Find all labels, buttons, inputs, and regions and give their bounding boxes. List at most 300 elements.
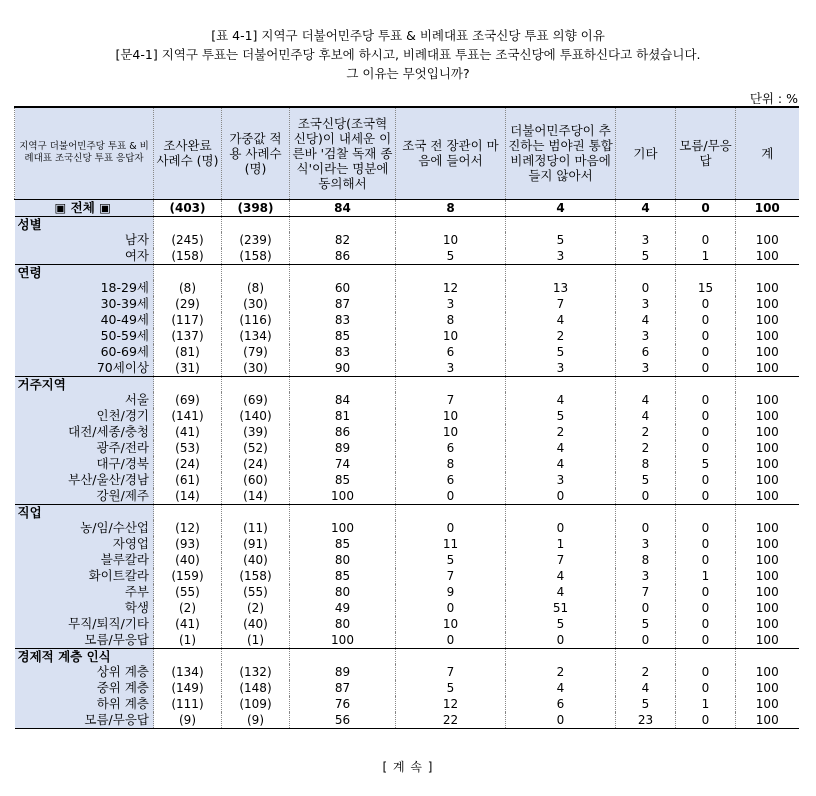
cell-value: 100 bbox=[736, 424, 799, 440]
cell-value: 80 bbox=[290, 616, 396, 632]
table-row bbox=[15, 664, 799, 680]
cell-value: 4 bbox=[506, 584, 616, 600]
empty-cell bbox=[506, 216, 616, 232]
cell-value: 81 bbox=[290, 408, 396, 424]
cell-value: 4 bbox=[616, 680, 676, 696]
row-label: 인천/경기 bbox=[15, 408, 154, 424]
row-label: 모름/무응답 bbox=[15, 712, 154, 729]
cell-value: 0 bbox=[616, 520, 676, 536]
cell-value: 0 bbox=[676, 552, 736, 568]
cell-value: 86 bbox=[290, 248, 396, 265]
table-row bbox=[15, 568, 799, 584]
cell-value: (245) bbox=[154, 232, 222, 248]
row-label: 60-69세 bbox=[15, 344, 154, 360]
header-completed-count: 조사완료 사례수 (명) bbox=[154, 107, 222, 199]
cell-value: 0 bbox=[676, 616, 736, 632]
cell-value: 100 bbox=[736, 360, 799, 377]
cell-value: (39) bbox=[222, 424, 290, 440]
cell-value: 3 bbox=[506, 472, 616, 488]
cell-value: 0 bbox=[676, 536, 736, 552]
group-header-row bbox=[15, 216, 799, 232]
cell-value: 80 bbox=[290, 584, 396, 600]
cell-value: 3 bbox=[616, 232, 676, 248]
cell-value: 8 bbox=[396, 456, 506, 472]
cell-value: 90 bbox=[290, 360, 396, 377]
cell-value: 0 bbox=[676, 328, 736, 344]
header-reason-cho-kuk: 조국 전 장관이 마음에 들어서 bbox=[396, 107, 506, 199]
group-header-row bbox=[15, 504, 799, 520]
table-row bbox=[15, 408, 799, 424]
cell-value: 1 bbox=[676, 568, 736, 584]
cell-value: 6 bbox=[396, 440, 506, 456]
cell-value: 0 bbox=[506, 632, 616, 649]
cell-value: 13 bbox=[506, 280, 616, 296]
cell-value: 0 bbox=[396, 520, 506, 536]
cell-value: (141) bbox=[154, 408, 222, 424]
cell-value: 3 bbox=[616, 568, 676, 584]
empty-cell bbox=[154, 216, 222, 232]
empty-cell bbox=[154, 376, 222, 392]
empty-cell bbox=[676, 376, 736, 392]
cell-value: 100 bbox=[736, 536, 799, 552]
cell-value: 85 bbox=[290, 536, 396, 552]
cell-value: 100 bbox=[736, 568, 799, 584]
cell-value: 76 bbox=[290, 696, 396, 712]
cell-value: (109) bbox=[222, 696, 290, 712]
cell-value: 5 bbox=[616, 696, 676, 712]
cell-value: 100 bbox=[290, 488, 396, 505]
cell-value: 5 bbox=[676, 456, 736, 472]
row-label: 18-29세 bbox=[15, 280, 154, 296]
cell-value: (2) bbox=[222, 600, 290, 616]
empty-cell bbox=[676, 216, 736, 232]
cell-value: (8) bbox=[154, 280, 222, 296]
unit-label: 단위 : % bbox=[749, 91, 798, 106]
table-row bbox=[15, 312, 799, 328]
cell-value: (111) bbox=[154, 696, 222, 712]
cell-value: 87 bbox=[290, 680, 396, 696]
cell-value: (61) bbox=[154, 472, 222, 488]
cell-value: 86 bbox=[290, 424, 396, 440]
cell-value: 100 bbox=[736, 488, 799, 505]
cell-value: 6 bbox=[396, 472, 506, 488]
cell-value: (79) bbox=[222, 344, 290, 360]
cell-value: 100 bbox=[736, 600, 799, 616]
cell-value: (93) bbox=[154, 536, 222, 552]
empty-cell bbox=[616, 504, 676, 520]
cell-value: 3 bbox=[396, 296, 506, 312]
empty-cell bbox=[396, 648, 506, 664]
cell-value: 100 bbox=[736, 199, 799, 216]
empty-cell bbox=[736, 648, 799, 664]
row-label: 중위 계층 bbox=[15, 680, 154, 696]
cell-value: (116) bbox=[222, 312, 290, 328]
cell-value: 4 bbox=[506, 568, 616, 584]
cell-value: 0 bbox=[676, 600, 736, 616]
cell-value: 84 bbox=[290, 392, 396, 408]
cell-value: 5 bbox=[616, 616, 676, 632]
cell-value: 60 bbox=[290, 280, 396, 296]
row-label: ▣ 전체 ▣ bbox=[15, 199, 154, 216]
cell-value: (81) bbox=[154, 344, 222, 360]
cell-value: 7 bbox=[396, 392, 506, 408]
empty-cell bbox=[616, 216, 676, 232]
cell-value: (117) bbox=[154, 312, 222, 328]
row-label: 화이트칼라 bbox=[15, 568, 154, 584]
header-respondent: 지역구 더불어민주당 투표 & 비례대표 조국신당 투표 응답자 bbox=[15, 107, 154, 199]
cell-value: 0 bbox=[676, 408, 736, 424]
cell-value: 0 bbox=[676, 360, 736, 377]
cell-value: 10 bbox=[396, 232, 506, 248]
table-row bbox=[15, 440, 799, 456]
group-label: 거주지역 bbox=[15, 376, 154, 392]
table-row bbox=[15, 680, 799, 696]
empty-cell bbox=[736, 216, 799, 232]
table-row bbox=[15, 712, 799, 729]
table-row bbox=[15, 616, 799, 632]
empty-cell bbox=[222, 504, 290, 520]
cell-value: 5 bbox=[396, 552, 506, 568]
cell-value: (24) bbox=[222, 456, 290, 472]
cell-value: (24) bbox=[154, 456, 222, 472]
cell-value: 100 bbox=[290, 632, 396, 649]
cell-value: 100 bbox=[736, 552, 799, 568]
group-label: 직업 bbox=[15, 504, 154, 520]
cell-value: 2 bbox=[506, 664, 616, 680]
cell-value: 89 bbox=[290, 440, 396, 456]
cell-value: 0 bbox=[616, 632, 676, 649]
cell-value: (1) bbox=[154, 632, 222, 649]
row-label: 강원/제주 bbox=[15, 488, 154, 505]
table-row bbox=[15, 488, 799, 505]
row-label: 블루칼라 bbox=[15, 552, 154, 568]
table-row bbox=[15, 472, 799, 488]
cell-value: 100 bbox=[736, 472, 799, 488]
empty-cell bbox=[506, 264, 616, 280]
cell-value: 2 bbox=[616, 424, 676, 440]
cell-value: 2 bbox=[506, 328, 616, 344]
empty-cell bbox=[736, 264, 799, 280]
cell-value: 10 bbox=[396, 328, 506, 344]
cell-value: 6 bbox=[506, 696, 616, 712]
table-row bbox=[15, 456, 799, 472]
empty-cell bbox=[222, 648, 290, 664]
cell-value: 7 bbox=[396, 568, 506, 584]
cell-value: 3 bbox=[616, 536, 676, 552]
cell-value: 84 bbox=[290, 199, 396, 216]
cell-value: 100 bbox=[736, 392, 799, 408]
cell-value: (148) bbox=[222, 680, 290, 696]
empty-cell bbox=[290, 648, 396, 664]
cell-value: (140) bbox=[222, 408, 290, 424]
header-reason-dislike-coalition: 더불어민주당이 추진하는 범야권 통합비례정당이 마음에 들지 않아서 bbox=[506, 107, 616, 199]
table-row bbox=[15, 600, 799, 616]
row-label: 대구/경북 bbox=[15, 456, 154, 472]
cell-value: (29) bbox=[154, 296, 222, 312]
cell-value: 0 bbox=[676, 472, 736, 488]
table-title: [표 4-1] 지역구 더불어민주당 투표 & 비례대표 조국신당 투표 의향 이유 bbox=[211, 28, 605, 43]
empty-cell bbox=[676, 264, 736, 280]
cell-value: (11) bbox=[222, 520, 290, 536]
row-label: 주부 bbox=[15, 584, 154, 600]
cell-value: 100 bbox=[736, 664, 799, 680]
cell-value: (134) bbox=[222, 328, 290, 344]
cell-value: 0 bbox=[616, 488, 676, 505]
empty-cell bbox=[676, 504, 736, 520]
cell-value: 12 bbox=[396, 696, 506, 712]
group-label: 성별 bbox=[15, 216, 154, 232]
cell-value: 4 bbox=[506, 312, 616, 328]
header-weighted-count: 가중값 적용 사례수(명) bbox=[222, 107, 290, 199]
cell-value: 5 bbox=[616, 248, 676, 265]
cell-value: (158) bbox=[154, 248, 222, 265]
total-row bbox=[15, 199, 799, 216]
group-header-row bbox=[15, 648, 799, 664]
header-row bbox=[15, 107, 799, 199]
cell-value: (14) bbox=[154, 488, 222, 505]
cell-value: 0 bbox=[676, 424, 736, 440]
empty-cell bbox=[396, 504, 506, 520]
empty-cell bbox=[222, 216, 290, 232]
empty-cell bbox=[290, 264, 396, 280]
cell-value: 7 bbox=[506, 296, 616, 312]
cell-value: (91) bbox=[222, 536, 290, 552]
cell-value: 100 bbox=[736, 696, 799, 712]
cell-value: (403) bbox=[154, 199, 222, 216]
question-text: [문4-1] 지역구 투표는 더불어민주당 후보에 하시고, 비례대표 투표는 조국신당에 투표하신다고 하셨습니다. bbox=[115, 47, 701, 62]
cell-value: 0 bbox=[676, 232, 736, 248]
cell-value: 0 bbox=[676, 584, 736, 600]
empty-cell bbox=[616, 376, 676, 392]
group-header-row bbox=[15, 264, 799, 280]
cell-value: 100 bbox=[736, 408, 799, 424]
cell-value: 4 bbox=[616, 408, 676, 424]
cell-value: 4 bbox=[506, 456, 616, 472]
cell-value: 0 bbox=[676, 312, 736, 328]
header-dont-know: 모름/무응답 bbox=[676, 107, 736, 199]
cell-value: 0 bbox=[676, 296, 736, 312]
cell-value: (60) bbox=[222, 472, 290, 488]
empty-cell bbox=[290, 376, 396, 392]
cell-value: 10 bbox=[396, 616, 506, 632]
cell-value: 12 bbox=[396, 280, 506, 296]
header-reason-prosecution: 조국신당(조국혁신당)이 내세운 이른바 '검찰 독재 종식'이라는 명분에 동의해서 bbox=[290, 107, 396, 199]
cell-value: 49 bbox=[290, 600, 396, 616]
cell-value: 0 bbox=[396, 632, 506, 649]
cell-value: 83 bbox=[290, 344, 396, 360]
cell-value: 6 bbox=[396, 344, 506, 360]
cell-value: 3 bbox=[616, 360, 676, 377]
table-row bbox=[15, 344, 799, 360]
cell-value: 1 bbox=[506, 536, 616, 552]
empty-cell bbox=[396, 216, 506, 232]
row-label: 무직/퇴직/기타 bbox=[15, 616, 154, 632]
cell-value: 100 bbox=[736, 584, 799, 600]
cell-value: 8 bbox=[616, 552, 676, 568]
cell-value: (9) bbox=[154, 712, 222, 729]
cell-value: (137) bbox=[154, 328, 222, 344]
table-row bbox=[15, 296, 799, 312]
cell-value: 0 bbox=[676, 344, 736, 360]
empty-cell bbox=[506, 648, 616, 664]
cell-value: 82 bbox=[290, 232, 396, 248]
cell-value: 2 bbox=[616, 664, 676, 680]
cell-value: 0 bbox=[676, 488, 736, 505]
row-label: 모름/무응답 bbox=[15, 632, 154, 649]
row-label: 광주/전라 bbox=[15, 440, 154, 456]
group-label: 연령 bbox=[15, 264, 154, 280]
cell-value: 0 bbox=[506, 712, 616, 729]
cell-value: (1) bbox=[222, 632, 290, 649]
cell-value: (30) bbox=[222, 296, 290, 312]
empty-cell bbox=[616, 264, 676, 280]
results-table bbox=[14, 106, 799, 729]
empty-cell bbox=[154, 264, 222, 280]
cell-value: (158) bbox=[222, 568, 290, 584]
cell-value: (55) bbox=[222, 584, 290, 600]
row-label: 상위 계층 bbox=[15, 664, 154, 680]
cell-value: 74 bbox=[290, 456, 396, 472]
cell-value: 4 bbox=[506, 392, 616, 408]
cell-value: 83 bbox=[290, 312, 396, 328]
cell-value: 89 bbox=[290, 664, 396, 680]
cell-value: 3 bbox=[616, 296, 676, 312]
cell-value: 100 bbox=[736, 456, 799, 472]
table-row bbox=[15, 248, 799, 265]
empty-cell bbox=[154, 504, 222, 520]
row-label: 70세이상 bbox=[15, 360, 154, 377]
header-total: 계 bbox=[736, 107, 799, 199]
cell-value: 7 bbox=[506, 552, 616, 568]
question-text-continued: 그 이유는 무엇입니까? bbox=[346, 66, 470, 81]
cell-value: (8) bbox=[222, 280, 290, 296]
table-row bbox=[15, 280, 799, 296]
row-label: 부산/울산/경남 bbox=[15, 472, 154, 488]
cell-value: 5 bbox=[616, 472, 676, 488]
cell-value: 23 bbox=[616, 712, 676, 729]
cell-value: 0 bbox=[616, 600, 676, 616]
cell-value: 0 bbox=[676, 632, 736, 649]
cell-value: 100 bbox=[736, 632, 799, 649]
cell-value: 10 bbox=[396, 408, 506, 424]
table-row bbox=[15, 328, 799, 344]
cell-value: 5 bbox=[396, 680, 506, 696]
table-body bbox=[15, 199, 799, 728]
table-row bbox=[15, 360, 799, 377]
cell-value: 0 bbox=[676, 664, 736, 680]
cell-value: 4 bbox=[506, 199, 616, 216]
cell-value: 5 bbox=[506, 344, 616, 360]
cell-value: (30) bbox=[222, 360, 290, 377]
row-label: 30-39세 bbox=[15, 296, 154, 312]
cell-value: (14) bbox=[222, 488, 290, 505]
cell-value: (159) bbox=[154, 568, 222, 584]
cell-value: (40) bbox=[154, 552, 222, 568]
cell-value: 3 bbox=[506, 360, 616, 377]
cell-value: 3 bbox=[616, 328, 676, 344]
cell-value: (132) bbox=[222, 664, 290, 680]
row-label: 여자 bbox=[15, 248, 154, 265]
table-row bbox=[15, 392, 799, 408]
table-row bbox=[15, 520, 799, 536]
cell-value: 11 bbox=[396, 536, 506, 552]
table-row bbox=[15, 424, 799, 440]
cell-value: 85 bbox=[290, 328, 396, 344]
cell-value: 4 bbox=[616, 199, 676, 216]
cell-value: 2 bbox=[616, 440, 676, 456]
cell-value: (149) bbox=[154, 680, 222, 696]
cell-value: (158) bbox=[222, 248, 290, 265]
table-row bbox=[15, 696, 799, 712]
cell-value: (2) bbox=[154, 600, 222, 616]
cell-value: 7 bbox=[396, 664, 506, 680]
cell-value: (31) bbox=[154, 360, 222, 377]
cell-value: (398) bbox=[222, 199, 290, 216]
cell-value: 56 bbox=[290, 712, 396, 729]
cell-value: (52) bbox=[222, 440, 290, 456]
empty-cell bbox=[736, 376, 799, 392]
cell-value: 3 bbox=[506, 248, 616, 265]
cell-value: 22 bbox=[396, 712, 506, 729]
cell-value: (9) bbox=[222, 712, 290, 729]
cell-value: 0 bbox=[396, 600, 506, 616]
row-label: 대전/세종/충청 bbox=[15, 424, 154, 440]
cell-value: 4 bbox=[616, 312, 676, 328]
cell-value: 0 bbox=[676, 392, 736, 408]
table-row bbox=[15, 536, 799, 552]
cell-value: 85 bbox=[290, 568, 396, 584]
cell-value: 0 bbox=[396, 488, 506, 505]
cell-value: 4 bbox=[506, 680, 616, 696]
empty-cell bbox=[396, 376, 506, 392]
row-label: 학생 bbox=[15, 600, 154, 616]
cell-value: 15 bbox=[676, 280, 736, 296]
table-row bbox=[15, 632, 799, 649]
group-header-row bbox=[15, 376, 799, 392]
cell-value: 6 bbox=[616, 344, 676, 360]
cell-value: (55) bbox=[154, 584, 222, 600]
cell-value: 87 bbox=[290, 296, 396, 312]
cell-value: 9 bbox=[396, 584, 506, 600]
cell-value: (40) bbox=[222, 616, 290, 632]
cell-value: (41) bbox=[154, 424, 222, 440]
cell-value: 8 bbox=[396, 312, 506, 328]
cell-value: 0 bbox=[676, 199, 736, 216]
cell-value: 100 bbox=[736, 328, 799, 344]
empty-cell bbox=[222, 264, 290, 280]
cell-value: 3 bbox=[396, 360, 506, 377]
cell-value: 0 bbox=[616, 280, 676, 296]
cell-value: 100 bbox=[736, 280, 799, 296]
cell-value: 5 bbox=[396, 248, 506, 265]
row-label: 농/임/수산업 bbox=[15, 520, 154, 536]
cell-value: (134) bbox=[154, 664, 222, 680]
header-other: 기타 bbox=[616, 107, 676, 199]
cell-value: (40) bbox=[222, 552, 290, 568]
continued-note: [ 계 속 ] bbox=[382, 760, 434, 774]
cell-value: 0 bbox=[676, 712, 736, 729]
empty-cell bbox=[676, 648, 736, 664]
row-label: 남자 bbox=[15, 232, 154, 248]
cell-value: 8 bbox=[396, 199, 506, 216]
cell-value: (53) bbox=[154, 440, 222, 456]
cell-value: 51 bbox=[506, 600, 616, 616]
cell-value: 0 bbox=[676, 680, 736, 696]
empty-cell bbox=[290, 216, 396, 232]
empty-cell bbox=[154, 648, 222, 664]
group-label: 경제적 계층 인식 bbox=[15, 648, 154, 664]
cell-value: 100 bbox=[736, 680, 799, 696]
